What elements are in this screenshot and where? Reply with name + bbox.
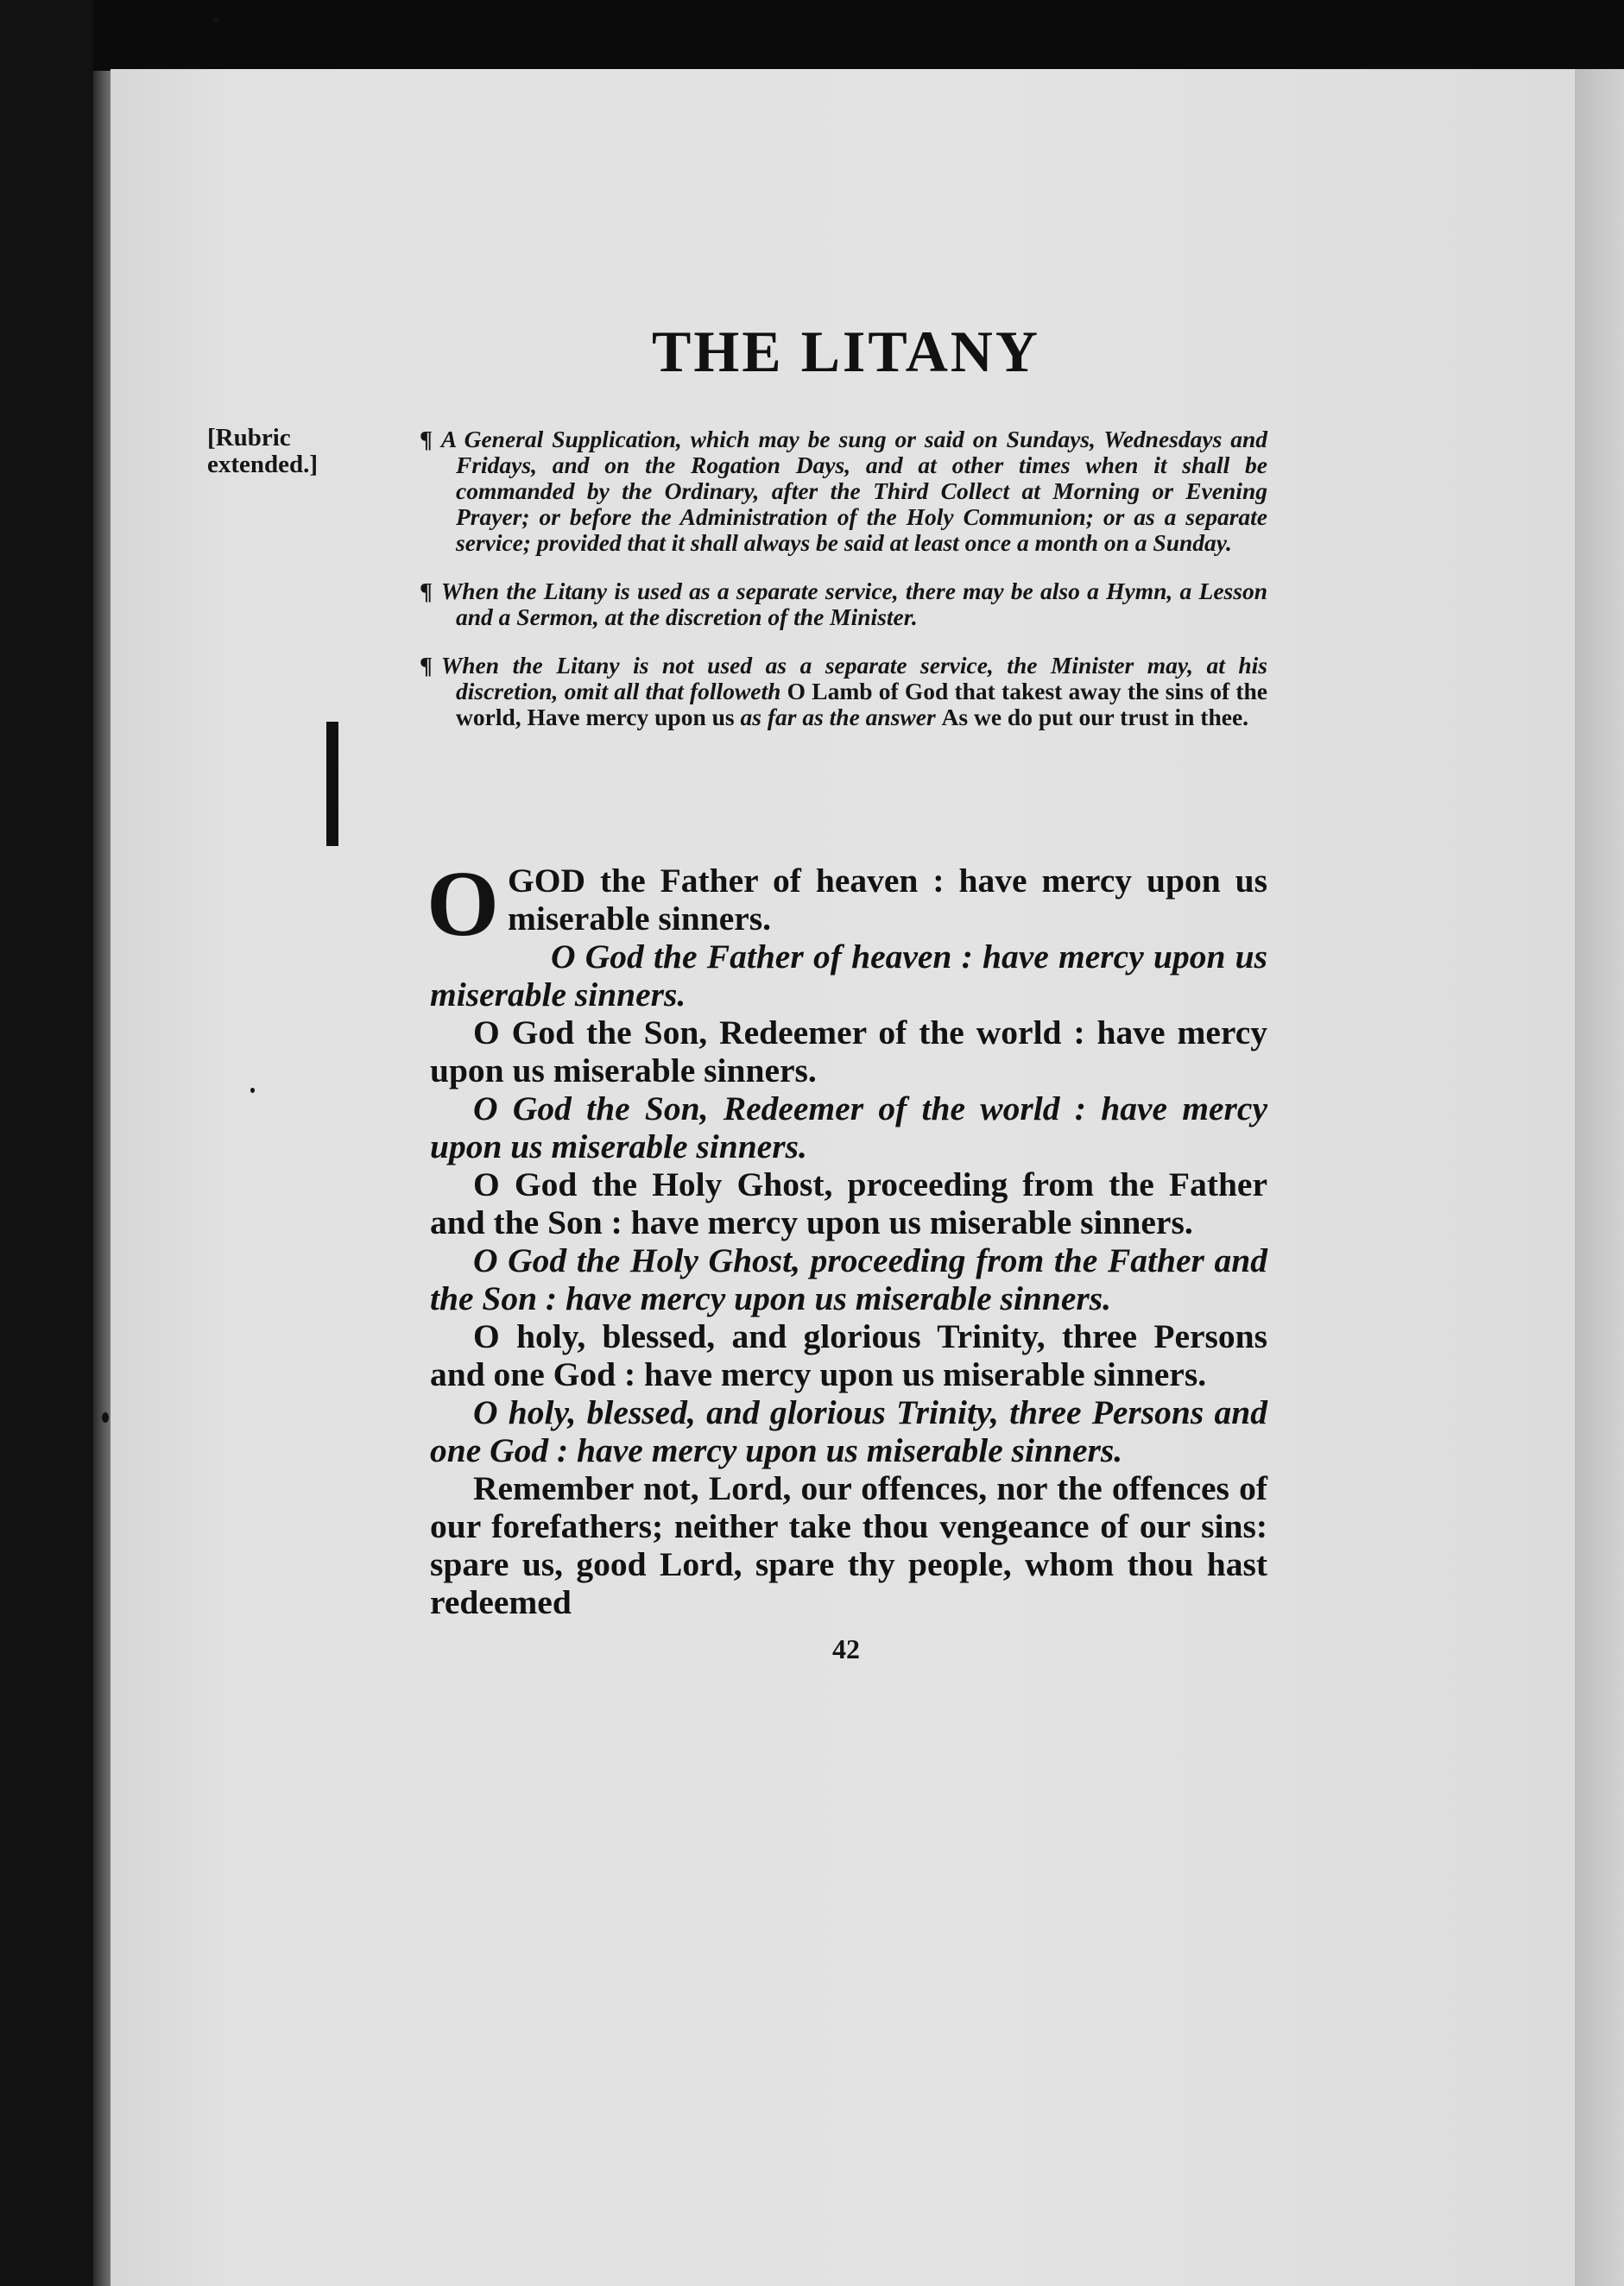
litany-response: O holy, blessed, and glorious Trinity, three Persons and one God : have mercy upon us miserable sinners.: [430, 1393, 1267, 1469]
book-gutter: [93, 71, 112, 2286]
page-title: THE LITANY: [651, 319, 1041, 384]
pilcrow-mark: ¶: [420, 652, 433, 679]
rubric-text: as far as the answer: [740, 704, 936, 730]
scan-frame-top: [0, 0, 1624, 71]
page-number: 42: [832, 1633, 860, 1664]
litany-response: O God the Son, Redeemer of the world : have mercy upon us miserable sinners.: [430, 1089, 1267, 1165]
rubric-quoted-text: As we do put our trust in thee.: [941, 704, 1249, 730]
rubric-text: A General Supplication, which may be sung or said on Sundays, Wednesdays and Fridays, and on the Rogation Days, and at other times when it shall be commanded by the Ordinary, after the Third Collect at Morning or Evening Prayer; or before the Administration of the Holy Communion; or as a separate service; provided that it shall always be said at least once a month on a Sunday.: [440, 426, 1267, 556]
rubric-text: When the Litany is used as a separate service, there may be also a Hymn, a Lesson and a Sermon, at the discretion of the Minister.: [440, 578, 1267, 630]
litany-response: O God the Father of heaven : have mercy upon us miserable sinners.: [430, 938, 1267, 1014]
drop-cap: O: [427, 853, 500, 956]
rubric-paragraph: [420, 578, 1267, 630]
margin-note: [Rubric extended.]: [207, 424, 319, 478]
pilcrow-mark: ¶: [420, 426, 433, 452]
scan-speck: [212, 17, 219, 24]
rubric-paragraph: [420, 653, 1267, 730]
litany-petition: O holy, blessed, and glorious Trinity, three Persons and one God : have mercy upon us miserable sinners.: [430, 1317, 1267, 1393]
litany-petition: [427, 853, 1267, 956]
rubric-text: When the Litany is not used as a separate service, the Minister may, at his discretion, omit all that followeth: [440, 652, 1267, 704]
rubric-block: [420, 426, 1267, 753]
litany-petition: Remember not, Lord, our offences, nor the offences of our forefathers; neither take thou vengeance of our sins: spare us, good Lord, spare thy people, whom thou hast redeemed: [430, 1469, 1267, 1621]
litany-petition: O God the Son, Redeemer of the world : have mercy upon us miserable sinners.: [430, 1014, 1267, 1089]
pilcrow-mark: ¶: [420, 578, 433, 604]
litany-petition: O God the Holy Ghost, proceeding from the Father and the Son : have mercy upon us miserable sinners.: [430, 1165, 1267, 1241]
facing-page-edge: [1575, 69, 1624, 2286]
scan-speck: [102, 1412, 109, 1423]
rubric-quoted-text: O Lamb of God that takest away the sins of the world, Have mercy upon us: [456, 678, 1268, 730]
scan-speck: [250, 1088, 255, 1093]
scan-frame-left: [0, 0, 93, 2286]
litany-text: [427, 853, 1267, 1621]
petition-text: GOD the Father of heaven : have mercy upon us miserable sinners.: [508, 862, 1267, 938]
margin-mark-bar: [326, 722, 338, 846]
rubric-paragraph: [420, 426, 1267, 556]
litany-response: O God the Holy Ghost, proceeding from the Father and the Son : have mercy upon us miserable sinners.: [430, 1241, 1267, 1317]
